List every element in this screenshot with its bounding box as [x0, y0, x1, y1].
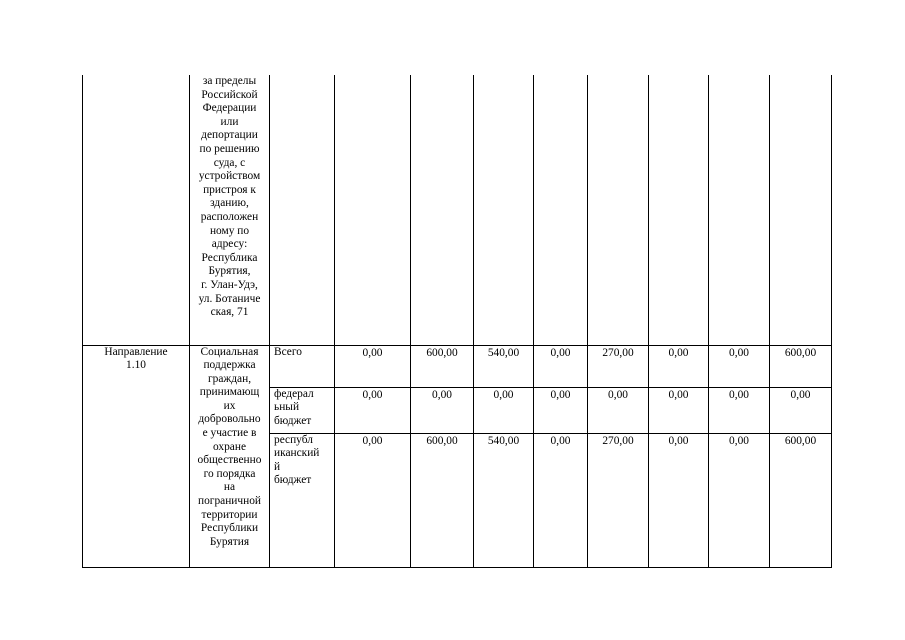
- value-cell: 0,00: [411, 387, 474, 433]
- funding-source: республ иканский й бюджет: [270, 433, 335, 567]
- value-cell-empty: [474, 75, 534, 345]
- table-row-total: [83, 345, 832, 387]
- value-cell: 540,00: [474, 345, 534, 387]
- value-cell: 0,00: [649, 387, 709, 433]
- value-cell-empty: [335, 75, 411, 345]
- value-cell-empty: [588, 75, 649, 345]
- value-cell: 0,00: [709, 387, 770, 433]
- value-cell: 0,00: [474, 387, 534, 433]
- value-cell-empty: [709, 75, 770, 345]
- value-cell: 0,00: [534, 345, 588, 387]
- value-cell: 0,00: [649, 345, 709, 387]
- value-cell: 0,00: [770, 387, 832, 433]
- value-cell: 0,00: [709, 345, 770, 387]
- direction-cell-empty: [83, 75, 190, 345]
- value-cell-empty: [411, 75, 474, 345]
- value-cell: 270,00: [588, 433, 649, 567]
- measure-description-continued: за пределы Российской Федерации или депортации по решению суда, с устройством пристроя к зданию, расположен ному по адресу: Республика Бурятия, г. Улан-Удэ, ул. Ботаниче ская, 71: [190, 75, 270, 345]
- value-cell: 600,00: [411, 433, 474, 567]
- funding-source: федерал ьный бюджет: [270, 387, 335, 433]
- value-cell: 540,00: [474, 433, 534, 567]
- value-cell: 600,00: [411, 345, 474, 387]
- continuation-row: [83, 75, 832, 345]
- value-cell: 0,00: [335, 433, 411, 567]
- value-cell: 0,00: [335, 387, 411, 433]
- measure-label: Социальная поддержка граждан, принимающ их добровольно е участие в охране общественно го порядка на пограничной территории Республики Бурятия: [190, 345, 270, 567]
- funding-source: Всего: [270, 345, 335, 387]
- value-cell: 270,00: [588, 345, 649, 387]
- value-cell: 0,00: [588, 387, 649, 433]
- value-cell-empty: [534, 75, 588, 345]
- value-cell: 0,00: [649, 433, 709, 567]
- value-cell: 0,00: [534, 433, 588, 567]
- budget-table: [82, 75, 832, 568]
- value-cell-empty: [770, 75, 832, 345]
- value-cell: 0,00: [335, 345, 411, 387]
- direction-label: Направление 1.10: [83, 345, 190, 567]
- value-cell: 600,00: [770, 433, 832, 567]
- value-cell-empty: [649, 75, 709, 345]
- value-cell: 0,00: [534, 387, 588, 433]
- value-cell: 600,00: [770, 345, 832, 387]
- source-cell-empty: [270, 75, 335, 345]
- value-cell: 0,00: [709, 433, 770, 567]
